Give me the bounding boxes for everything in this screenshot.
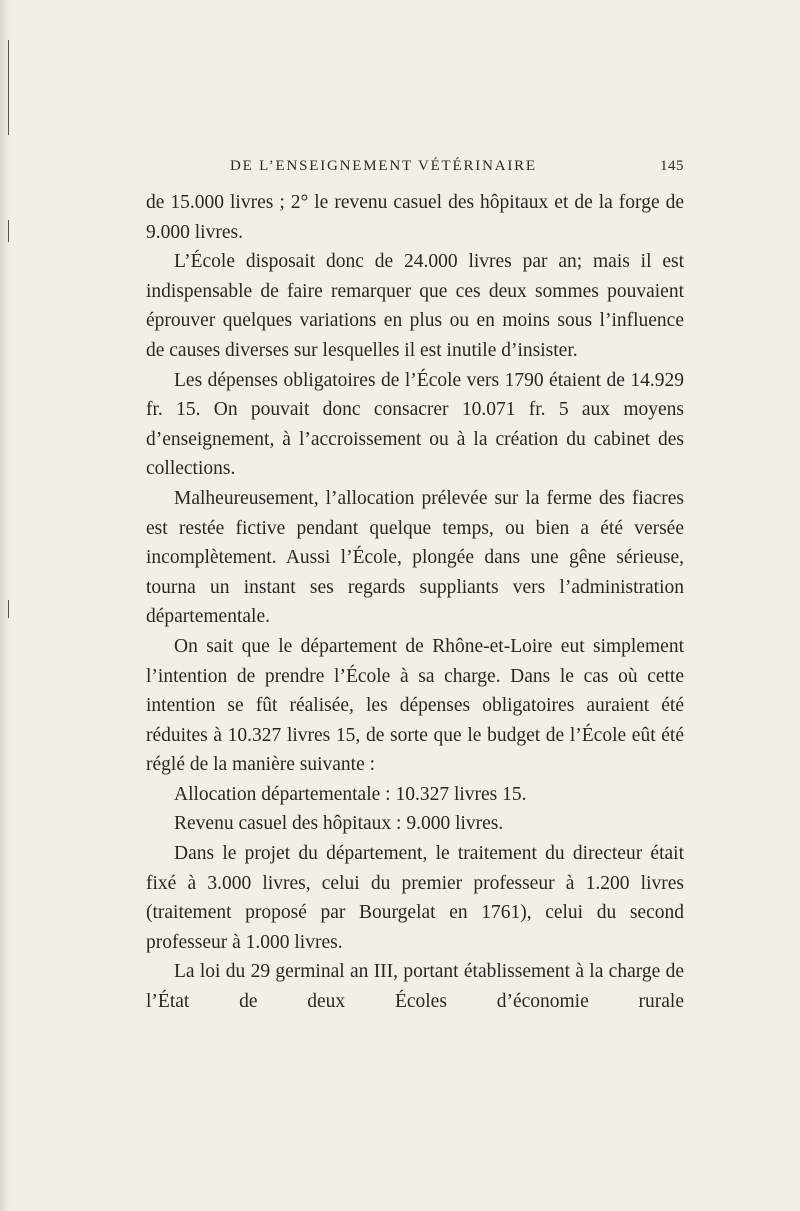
paragraph: L’École disposait donc de 24.000 livres par an; mais il est indispensable de faire remarquer que ces deux sommes pouvaient éprouver quelques variations en plus ou en moins sous l’influence de causes diverses sur lesquelles il est inutile d’insister.	[146, 251, 684, 361]
paragraph: Les dépenses obligatoires de l’École vers 1790 étaient de 14.929 fr. 15. On pouvait donc consacrer 10.071 fr. 5 aux moyens d’enseignement, à l’accroissement ou à la création du cabinet des collections.	[146, 369, 684, 480]
paragraph: La loi du 29 germinal an III, portant établissement à la charge de l’État de deux Écoles d’économie rurale	[146, 961, 684, 1013]
budget-line: Revenu casuel des hôpitaux : 9.000 livres.	[174, 813, 504, 835]
binding-mark	[8, 40, 9, 135]
binding-mark	[8, 220, 9, 242]
running-header	[230, 158, 684, 182]
paragraph: Dans le projet du département, le traitement du directeur était fixé à 3.000 livres, celui du premier professeur à 1.200 livres (traitement proposé par Bourgelat en 1761), celui du second professeur à 1.000 livres.	[146, 843, 684, 953]
body-text	[146, 188, 684, 1017]
paragraph: de 15.000 livres ; 2° le revenu casuel des hôpitaux et de la forge de 9.000 livres.	[146, 192, 684, 243]
binding-mark	[8, 600, 9, 618]
page-number: 145	[660, 158, 684, 174]
paragraph: On sait que le département de Rhône-et-Loire eut simplement l’intention de prendre l’École à sa charge. Dans le cas où cette intention se fût réalisée, les dépenses obligatoires auraient été réduites à 10.327 livres 15, de sorte que le budget de l’École eût été réglé de la manière suivante :	[146, 635, 684, 776]
paragraph: Malheureusement, l’allocation prélevée sur la ferme des fiacres est restée fictive pendant quelque temps, ou bien a été versée incomplètement. Aussi l’École, plongée dans une gêne sérieuse, tourna un instant ses regards suppliants vers l’administration départementale.	[146, 487, 684, 628]
running-title: DE L’ENSEIGNEMENT VÉTÉRINAIRE	[230, 158, 537, 174]
budget-line: Allocation départementale : 10.327 livres 15.	[174, 783, 527, 805]
